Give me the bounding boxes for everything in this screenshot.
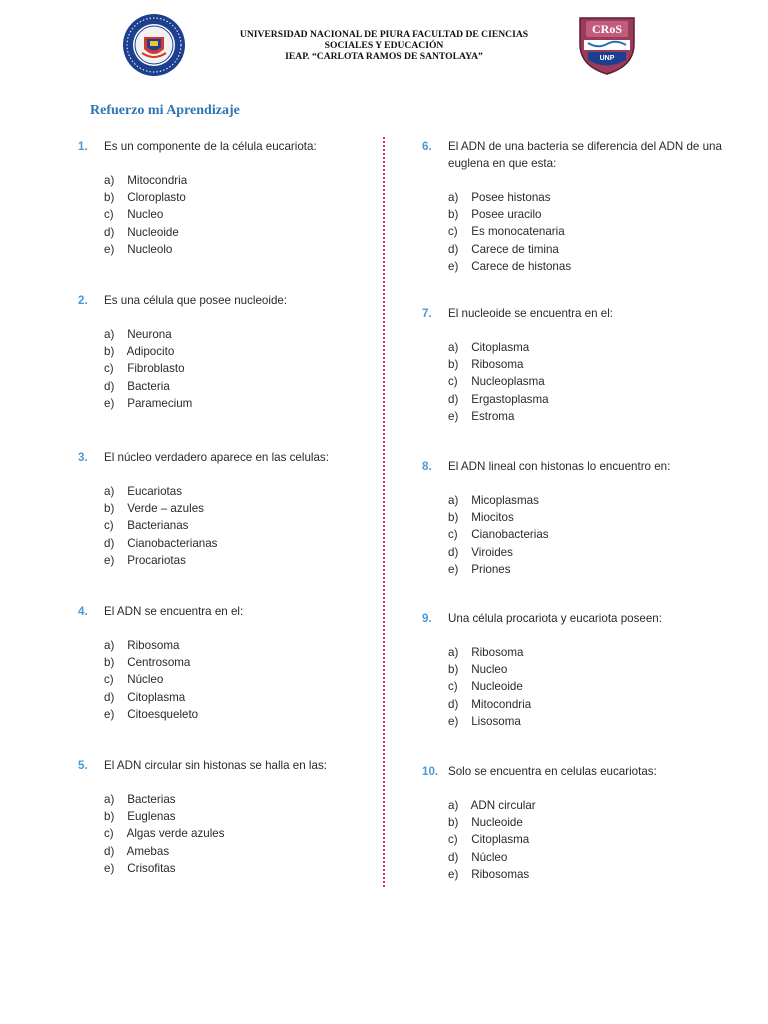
question-stem	[422, 138, 722, 172]
option-letter: d)	[448, 545, 459, 559]
question-7	[422, 305, 722, 425]
section-title: Refuerzo mi Aprendizaje	[90, 103, 240, 118]
option-text: Miocitos	[471, 511, 514, 525]
answer-option-2-a	[104, 326, 368, 343]
question-text: El ADN lineal con histonas lo encuentro en:	[448, 460, 671, 473]
option-text: Ribosoma	[471, 358, 524, 372]
option-text: Nucleo	[471, 663, 508, 677]
option-letter: c)	[448, 833, 458, 847]
option-text: Paramecium	[127, 396, 193, 410]
answer-option-1-d	[104, 224, 368, 241]
question-text: Una célula procariota y eucariota poseen:	[448, 612, 662, 625]
option-letter: e)	[448, 714, 459, 728]
option-text: Citoesqueleto	[127, 707, 199, 721]
answer-option-10-d	[448, 849, 722, 866]
question-stem	[422, 305, 722, 322]
option-text: Carece de histonas	[471, 259, 572, 273]
option-text: Ribosoma	[471, 646, 524, 659]
question-text: El ADN circular sin histonas se halla en las:	[104, 759, 327, 772]
option-text: Nucleo	[127, 208, 164, 222]
option-letter: a)	[104, 328, 115, 341]
option-text: Cianobacterias	[471, 528, 549, 542]
option-letter: c)	[104, 827, 114, 841]
option-letter: a)	[104, 639, 115, 652]
option-letter: b)	[448, 663, 459, 677]
option-letter: b)	[104, 191, 115, 205]
answer-option-7-a	[448, 339, 722, 356]
question-number: 3.	[78, 451, 88, 464]
option-text: Ribosomas	[471, 867, 530, 881]
answer-option-6-d	[448, 241, 722, 258]
answer-option-5-e	[104, 860, 368, 877]
question-stem	[78, 757, 368, 774]
option-text: Lisosoma	[471, 714, 521, 728]
answer-options	[78, 637, 368, 723]
option-letter: b)	[104, 502, 115, 516]
question-10	[422, 763, 722, 883]
answer-option-4-b	[104, 654, 368, 671]
option-text: Estroma	[471, 409, 515, 423]
option-letter: a)	[448, 799, 459, 812]
option-letter: c)	[448, 680, 458, 694]
question-number: 9.	[422, 612, 432, 625]
option-text: Nucleolo	[127, 242, 173, 256]
option-text: Crisofitas	[127, 861, 176, 875]
option-text: Euglenas	[127, 810, 176, 824]
answer-options	[78, 326, 368, 412]
answer-option-2-e	[104, 395, 368, 412]
answer-option-6-c	[448, 223, 722, 240]
option-letter: b)	[104, 810, 115, 824]
answer-option-9-c	[448, 678, 722, 695]
answer-option-7-b	[448, 356, 722, 373]
option-text: Mitocondria	[127, 174, 188, 187]
option-letter: d)	[448, 242, 459, 256]
option-text: Procariotas	[127, 553, 186, 567]
question-stem	[422, 610, 722, 627]
answer-options	[422, 492, 722, 578]
answer-option-5-d	[104, 843, 368, 860]
option-letter: b)	[448, 816, 459, 830]
option-letter: b)	[448, 358, 459, 372]
option-text: Citoplasma	[471, 833, 530, 847]
answer-option-3-d	[104, 535, 368, 552]
institution-line-2: SOCIALES Y EDUCACIÓN	[324, 40, 444, 51]
question-2	[78, 292, 368, 412]
answer-option-8-a	[448, 492, 722, 509]
option-letter: d)	[448, 850, 459, 864]
question-text: Solo se encuentra en celulas eucariotas:	[448, 765, 657, 778]
document-header	[0, 0, 768, 90]
answer-option-9-b	[448, 661, 722, 678]
option-text: Adipocito	[126, 345, 175, 359]
answer-option-8-d	[448, 544, 722, 561]
answer-option-8-c	[448, 526, 722, 543]
answer-option-4-e	[104, 706, 368, 723]
option-letter: e)	[448, 867, 459, 881]
question-text: El ADN de una bacteria se diferencia del ADN de una euglena en que esta:	[448, 140, 722, 170]
option-text: Algas verde azules	[126, 827, 225, 841]
question-stem	[78, 138, 368, 155]
cros-unp-logo-icon	[578, 16, 636, 76]
column-divider	[383, 137, 385, 887]
question-stem	[78, 603, 368, 620]
question-9	[422, 610, 722, 730]
answer-option-3-a	[104, 483, 368, 500]
answer-option-9-d	[448, 696, 722, 713]
option-text: Posee histonas	[471, 191, 551, 204]
answer-option-5-b	[104, 808, 368, 825]
answer-option-4-a	[104, 637, 368, 654]
option-letter: e)	[104, 707, 115, 721]
option-letter: e)	[104, 396, 115, 410]
option-letter: e)	[448, 562, 459, 576]
svg-text:UNP: UNP	[599, 55, 615, 62]
option-text: ADN circular	[470, 799, 536, 812]
option-letter: c)	[448, 375, 458, 389]
answer-option-5-a	[104, 791, 368, 808]
option-text: Viroides	[471, 545, 513, 559]
option-letter: a)	[448, 191, 459, 204]
question-4	[78, 603, 368, 723]
option-letter: b)	[448, 208, 459, 222]
option-text: Bacterias	[127, 793, 176, 806]
option-letter: b)	[448, 511, 459, 525]
option-text: Carece de timina	[471, 242, 559, 256]
question-stem	[422, 458, 722, 475]
answer-option-6-a	[448, 189, 722, 206]
answer-option-10-b	[448, 814, 722, 831]
question-number: 1.	[78, 140, 88, 153]
option-text: Nucleoide	[471, 816, 523, 830]
question-stem	[422, 763, 722, 780]
question-number: 2.	[78, 294, 88, 307]
question-stem	[78, 292, 368, 309]
option-text: Posee uracilo	[471, 208, 542, 222]
option-letter: a)	[448, 646, 459, 659]
answer-option-3-b	[104, 500, 368, 517]
option-text: Micoplasmas	[471, 494, 539, 507]
option-text: Verde – azules	[127, 502, 204, 516]
option-letter: d)	[104, 536, 115, 550]
question-text: Es una célula que posee nucleoide:	[104, 294, 288, 307]
option-letter: e)	[448, 409, 459, 423]
option-text: Cloroplasto	[127, 191, 186, 205]
option-letter: d)	[448, 392, 459, 406]
question-number: 8.	[422, 460, 432, 473]
answer-options	[422, 189, 722, 275]
option-text: Fibroblasto	[127, 362, 185, 376]
answer-option-9-a	[448, 644, 722, 661]
option-letter: c)	[448, 528, 458, 542]
option-text: Priones	[471, 562, 511, 576]
option-letter: d)	[448, 697, 459, 711]
question-6	[422, 138, 722, 275]
option-text: Eucariotas	[127, 485, 183, 498]
option-text: Ergastoplasma	[471, 392, 549, 406]
option-letter: e)	[448, 259, 459, 273]
option-letter: b)	[104, 345, 115, 359]
answer-options	[78, 791, 368, 877]
answer-options	[78, 172, 368, 258]
answer-options	[422, 644, 722, 730]
option-text: Nucleoide	[471, 680, 523, 694]
option-text: Núcleo	[127, 673, 164, 687]
answer-option-8-e	[448, 561, 722, 578]
option-letter: d)	[104, 844, 115, 858]
option-letter: c)	[104, 673, 114, 687]
question-text: El ADN se encuentra en el:	[104, 605, 244, 618]
option-letter: c)	[104, 362, 114, 376]
answer-option-2-b	[104, 343, 368, 360]
option-letter: e)	[104, 553, 115, 567]
answer-option-10-c	[448, 831, 722, 848]
option-letter: a)	[448, 341, 459, 354]
answer-option-7-c	[448, 373, 722, 390]
answer-option-2-d	[104, 378, 368, 395]
question-8	[422, 458, 722, 578]
answer-option-1-e	[104, 241, 368, 258]
answer-option-4-c	[104, 671, 368, 688]
option-text: Bacterianas	[127, 519, 189, 533]
option-letter: b)	[104, 656, 115, 670]
answer-option-6-e	[448, 258, 722, 275]
option-letter: a)	[104, 793, 115, 806]
university-seal-icon	[122, 13, 186, 77]
answer-option-1-c	[104, 206, 368, 223]
answer-option-9-e	[448, 713, 722, 730]
option-text: Ribosoma	[127, 639, 180, 652]
option-letter: a)	[104, 485, 115, 498]
answer-option-4-d	[104, 689, 368, 706]
option-text: Es monocatenaria	[471, 225, 565, 239]
question-5	[78, 757, 368, 877]
answer-option-7-e	[448, 408, 722, 425]
option-letter: a)	[448, 494, 459, 507]
question-number: 5.	[78, 759, 88, 772]
question-number: 6.	[422, 140, 432, 153]
option-letter: d)	[104, 379, 115, 393]
answer-option-3-c	[104, 517, 368, 534]
option-text: Citoplasma	[471, 341, 530, 354]
option-letter: c)	[104, 519, 114, 533]
option-text: Nucleoplasma	[471, 375, 545, 389]
institution-line-3: IEAP. “CARLOTA RAMOS DE SANTOLAYA”	[285, 51, 483, 62]
question-text: Es un componente de la célula eucariota:	[104, 140, 317, 153]
option-text: Núcleo	[471, 850, 508, 864]
option-text: Centrosoma	[127, 656, 191, 670]
option-text: Citoplasma	[127, 690, 186, 704]
answer-option-1-b	[104, 189, 368, 206]
option-letter: d)	[104, 690, 115, 704]
answer-options	[78, 483, 368, 569]
institution-name	[200, 29, 568, 62]
option-letter: c)	[448, 225, 458, 239]
institution-line-1: UNIVERSIDAD NACIONAL DE PIURA FACULTAD DE CIENCIAS	[239, 29, 529, 40]
question-number: 4.	[78, 605, 88, 618]
answer-option-5-c	[104, 825, 368, 842]
answer-options	[422, 339, 722, 425]
answer-option-1-a	[104, 172, 368, 189]
answer-option-8-b	[448, 509, 722, 526]
option-letter: c)	[104, 208, 114, 222]
answer-option-3-e	[104, 552, 368, 569]
question-number: 10.	[422, 765, 439, 778]
answer-option-6-b	[448, 206, 722, 223]
option-text: Nucleoide	[127, 225, 179, 239]
option-letter: a)	[104, 174, 115, 187]
answer-option-2-c	[104, 360, 368, 377]
question-3	[78, 449, 368, 569]
answer-option-10-a	[448, 797, 722, 814]
answer-option-10-e	[448, 866, 722, 883]
question-1	[78, 138, 368, 258]
option-text: Amebas	[126, 844, 170, 858]
option-text: Bacteria	[127, 379, 170, 393]
question-stem	[78, 449, 368, 466]
option-text: Mitocondria	[471, 697, 532, 711]
question-text: El nucleoide se encuentra en el:	[448, 307, 614, 320]
option-letter: d)	[104, 225, 115, 239]
question-number: 7.	[422, 307, 432, 320]
answer-options	[422, 797, 722, 883]
question-text: El núcleo verdadero aparece en las celulas:	[104, 451, 329, 464]
answer-option-7-d	[448, 391, 722, 408]
option-text: Cianobacterianas	[127, 536, 218, 550]
svg-text:CRoS: CRoS	[591, 22, 623, 36]
option-letter: e)	[104, 242, 115, 256]
option-letter: e)	[104, 861, 115, 875]
option-text: Neurona	[127, 328, 172, 341]
